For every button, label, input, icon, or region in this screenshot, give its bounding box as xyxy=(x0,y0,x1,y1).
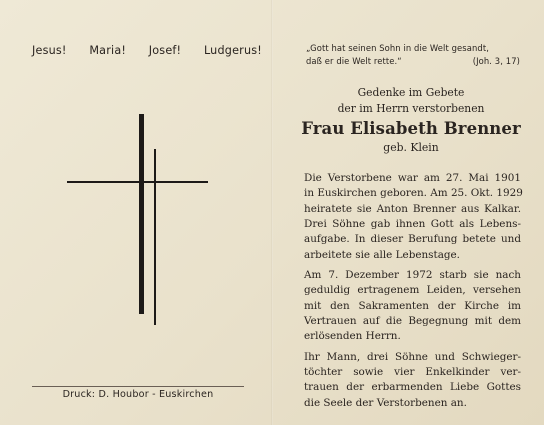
text-line: Die Verstorbene war am 27. Mai 1901 xyxy=(304,172,521,184)
text-line: geduldig ertragenem Leiden, versehen xyxy=(304,284,521,297)
text-line: aufgabe. In dieser Berufung betete und xyxy=(304,233,521,246)
verse-reference: (Joh. 3, 17) xyxy=(472,55,520,66)
cross-bold-beam xyxy=(139,114,144,314)
bible-verse xyxy=(306,42,520,67)
text-line: arbeitete sie alle Lebenstage. xyxy=(304,248,460,261)
text-line: Vertrauen auf die Begegnung mit dem xyxy=(304,315,521,328)
text-line: Am 7. Dezember 1972 starb sie nach xyxy=(304,269,521,282)
text-line: trauen der erbarmenden Liebe Gottes xyxy=(304,381,521,394)
cross-thin-beam xyxy=(154,149,156,325)
verse-line: daß er die Welt rette.“ xyxy=(306,55,402,66)
invocation-name: Josef! xyxy=(148,44,182,57)
text-line: in Euskirchen geboren. Am 25. Okt. 1929 xyxy=(304,187,523,200)
invocation-name: Jesus! xyxy=(32,44,67,57)
prayer-intro xyxy=(300,85,522,116)
text-line: Ihr Mann, drei Söhne und Schwieger- xyxy=(304,350,521,363)
text-line: mit den Sakramenten der Kirche im xyxy=(304,299,521,312)
obituary-text xyxy=(304,171,521,411)
verse-line: „Gott hat seinen Sohn in die Welt gesandt, xyxy=(306,43,489,53)
print-credit: Druck: D. Houbor - Euskirchen xyxy=(62,389,214,400)
card-fold xyxy=(271,0,273,425)
text-line: erlösenden Herrn. xyxy=(304,330,401,343)
cross-crossbar xyxy=(67,181,208,183)
text-line: töchter sowie vier Enkelkinder ver- xyxy=(304,366,521,379)
invocation-names xyxy=(32,44,262,57)
text-line: Drei Söhne gab ihnen Gott als Lebens- xyxy=(304,218,521,231)
text-line: die Seele der Verstorbenen an. xyxy=(304,396,467,409)
invocation-name: Maria! xyxy=(89,44,127,57)
text-line: heiratete sie Anton Brenner aus Kalkar. xyxy=(304,202,521,215)
invocation-name: Ludgerus! xyxy=(203,44,262,57)
deceased-name: Frau Elisabeth Brenner xyxy=(301,119,521,138)
print-divider xyxy=(32,386,244,387)
maiden-name: geb. Klein xyxy=(383,141,439,154)
intro-line: Gedenke im Gebete xyxy=(357,86,465,99)
intro-line: der im Herrn verstorbenen xyxy=(337,101,485,115)
